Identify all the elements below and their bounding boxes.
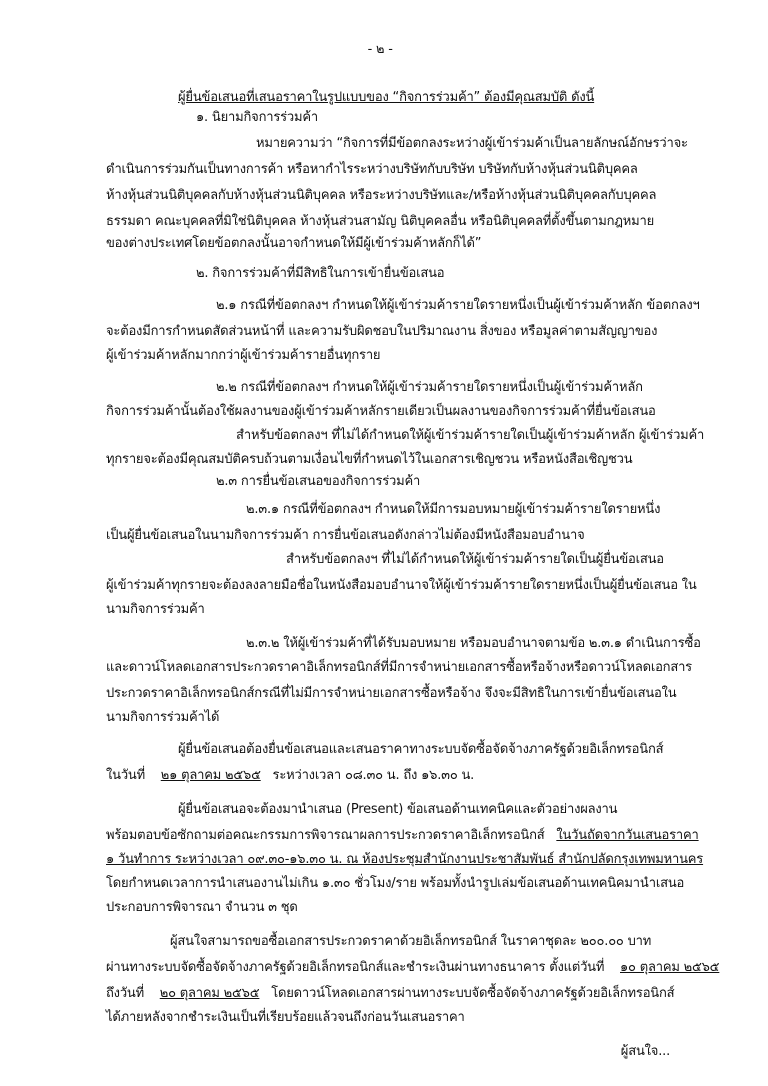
submission-line: ผู้ยื่นข้อเสนอต้องยื่นข้อเสนอและเสนอราคาทางระบบจัดซื้อจัดจ้างภาครัฐด้วยอิเล็กทรอนิกส์ [178,742,664,757]
section2-3-1-line: สำหรับข้อตกลงฯ ที่ไม่ได้กำหนดให้ผู้เข้าร่วมค้ารายใดเป็นผู้ยื่นข้อเสนอ [286,552,664,567]
section2-2-line: ทุกรายจะต้องมีคุณสมบัติครบถ้วนตามเงื่อนไขที่กำหนดไว้ในเอกสารเชิญชวน หรือหนังสือเชิญชวน [106,452,633,467]
purchase-line: ผู้สนใจสามารถขอซื้อเอกสารประกวดราคาด้วยอิเล็กทรอนิกส์ ในราคาชุดละ ๒๐๐.๐๐ บาท [170,934,652,949]
section2-3-2-line: ประกวดราคาอิเล็กทรอนิกส์กรณีที่ไม่มีการจำหน่ายเอกสารซื้อหรือจ้าง จึงจะมีสิทธิในการเข้ายื่นข้อเสนอใน [106,686,677,701]
section-heading: ผู้ยื่นข้อเสนอที่เสนอราคาในรูปแบบของ “กิจการร่วมค้า” ต้องมีคุณสมบัติ ดังนี้ [178,90,595,105]
section2-2-line: สำหรับข้อตกลงฯ ที่ไม่ได้กำหนดให้ผู้เข้าร่วมค้ารายใดเป็นผู้เข้าร่วมค้าหลัก ผู้เข้าร่วมค้า [236,428,705,443]
section1-line: ห้างหุ้นส่วนนิติบุคคลกับห้างหุ้นส่วนนิติบุคคล หรือระหว่างบริษัทและ/หรือห้างหุ้นส่วนนิติบุคคลกับบุคคล [106,188,657,203]
section2-title: ๒. กิจการร่วมค้าที่มีสิทธิในการเข้ายื่นข้อเสนอ [196,266,445,281]
section2-3-1-line: เป็นผู้ยื่นข้อเสนอในนามกิจการร่วมค้า การยื่นข้อเสนอดังกล่าวไม่ต้องมีหนังสือมอบอำนาจ [106,528,585,543]
purchase-channel: ผ่านทางระบบจัดซื้อจัดจ้างภาครัฐด้วยอิเล็กทรอนิกส์และชำระเงินผ่านทางธนาคาร ตั้งแต่วันที่ [106,960,605,975]
purchase-start-date: ๑๐ ตุลาคม ๒๕๖๕ [620,960,720,975]
present-committee: พร้อมตอบข้อซักถามต่อคณะกรรมการพิจารณาผลการประกวดราคาอิเล็กทรอนิกส์ [106,828,545,843]
section2-2-line: ๒.๒ กรณีที่ข้อตกลงฯ กำหนดให้ผู้เข้าร่วมค้ารายใดรายหนึ่งเป็นผู้เข้าร่วมค้าหลัก [216,380,643,395]
section2-3-2-line: ๒.๓.๒ ให้ผู้เข้าร่วมค้าที่ได้รับมอบหมาย หรือมอบอำนาจตามข้อ ๒.๓.๑ ดำเนินการซื้อ [246,636,701,651]
page-number: - ๒ - [367,42,393,57]
purchase-line: ได้ภายหลังจากชำระเงินเป็นที่เรียบร้อยแล้วจนถึงก่อนวันเสนอราคา [106,1010,465,1025]
section2-1-line: ๒.๑ กรณีที่ข้อตกลงฯ กำหนดให้ผู้เข้าร่วมค้ารายใดรายหนึ่งเป็นผู้เข้าร่วมค้าหลัก ข้อตกลงฯ [216,298,700,313]
section2-3-1-line: นามกิจการร่วมค้า [106,602,205,617]
purchase-line [106,984,674,1004]
submission-date: ๒๑ ตุลาคม ๒๕๖๕ [160,768,261,783]
section1-line: ดำเนินการร่วมกันเป็นทางการค้า หรือหากำไรระหว่างบริษัทกับบริษัท บริษัทกับห้างหุ้นส่วนนิติบุคคล [106,162,638,177]
purchase-end-date: ๒๐ ตุลาคม ๒๕๖๕ [159,986,260,1001]
present-venue: ๑ วันทำการ ระหว่างเวลา ๐๙.๓๐-๑๖.๓๐ น. ณ ห้องประชุมสำนักงานประชาสัมพันธ์ สำนักปลัดกรุงเทพมหานคร [106,852,704,867]
submission-time: ระหว่างเวลา ๐๘.๓๐ น. ถึง ๑๖.๓๐ น. [272,768,475,783]
section1-line: ของต่างประเทศโดยข้อตกลงนั้นอาจกำหนดให้มีผู้เข้าร่วมค้าหลักก็ได้” [106,236,482,251]
section2-3-1-line: ผู้เข้าร่วมค้าทุกรายจะต้องลงลายมือชื่อในหนังสือมอบอำนาจให้ผู้เข้าร่วมค้ารายใดรายหนึ่งเป็นผู้ยื่นข้อเสนอ ใน [106,578,697,593]
section2-1-line: จะต้องมีการกำหนดสัดส่วนหน้าที่ และความรับผิดชอบในปริมาณงาน สิ่งของ หรือมูลค่าตามสัญญาของ [106,324,658,339]
section1-line: ธรรมดา คณะบุคคลที่มิใช่นิติบุคคล ห้างหุ้นส่วนสามัญ นิติบุคคลอื่น หรือนิติบุคคลที่ตั้งขึ้นตามกฎหมาย [106,214,655,229]
present-line: ประกอบการพิจารณา จำนวน ๓ ชุด [106,900,298,915]
section2-3-2-line: และดาวน์โหลดเอกสารประกวดราคาอิเล็กทรอนิกส์ที่มีการจำหน่ายเอกสารซื้อหรือจ้างหรือดาวน์โหลดเอกสาร [106,660,692,675]
present-line: ผู้ยื่นข้อเสนอจะต้องมานำเสนอ (Present) ข้อเสนอด้านเทคนิคและตัวอย่างผลงาน [178,802,618,817]
continuation-text: ผู้สนใจ... [620,1044,670,1059]
section2-3-title: ๒.๓ การยื่นข้อเสนอของกิจการร่วมค้า [216,474,421,489]
section2-2-line: กิจการร่วมค้านั้นต้องใช้ผลงานของผู้เข้าร่วมค้าหลักรายเดียวเป็นผลงานของกิจการร่วมค้าที่ยื่นข้อเสนอ [106,404,656,419]
section2-3-1-line: ๒.๓.๑ กรณีที่ข้อตกลงฯ กำหนดให้มีการมอบหมายผู้เข้าร่วมค้ารายใดรายหนึ่ง [246,502,661,517]
present-line: โดยกำหนดเวลาการนำเสนองานไม่เกิน ๑.๓๐ ชั่วโมง/ราย พร้อมทั้งนำรูปเล่มข้อเสนอด้านเทคนิคมานำเสนอ [106,876,685,891]
section1-line: หมายความว่า “กิจการที่มีข้อตกลงระหว่างผู้เข้าร่วมค้าเป็นลายลักษณ์อักษรว่าจะ [256,136,688,151]
purchase-line [106,958,719,978]
present-line [106,826,699,846]
purchase-download: โดยดาวน์โหลดเอกสารผ่านทางระบบจัดซื้อจัดจ้างภาครัฐด้วยอิเล็กทรอนิกส์ [271,986,675,1001]
submission-date-line [106,766,474,786]
section2-3-2-line: นามกิจการร่วมค้าได้ [106,710,220,725]
submission-prefix: ในวันที่ [106,768,145,783]
section1-title: ๑. นิยามกิจการร่วมค้า [196,110,318,125]
present-day: ในวันถัดจากวันเสนอราคา [556,828,699,843]
section2-1-line: ผู้เข้าร่วมค้าหลักมากกว่าผู้เข้าร่วมค้ารายอื่นทุกราย [106,348,381,363]
purchase-until: ถึงวันที่ [106,986,144,1001]
